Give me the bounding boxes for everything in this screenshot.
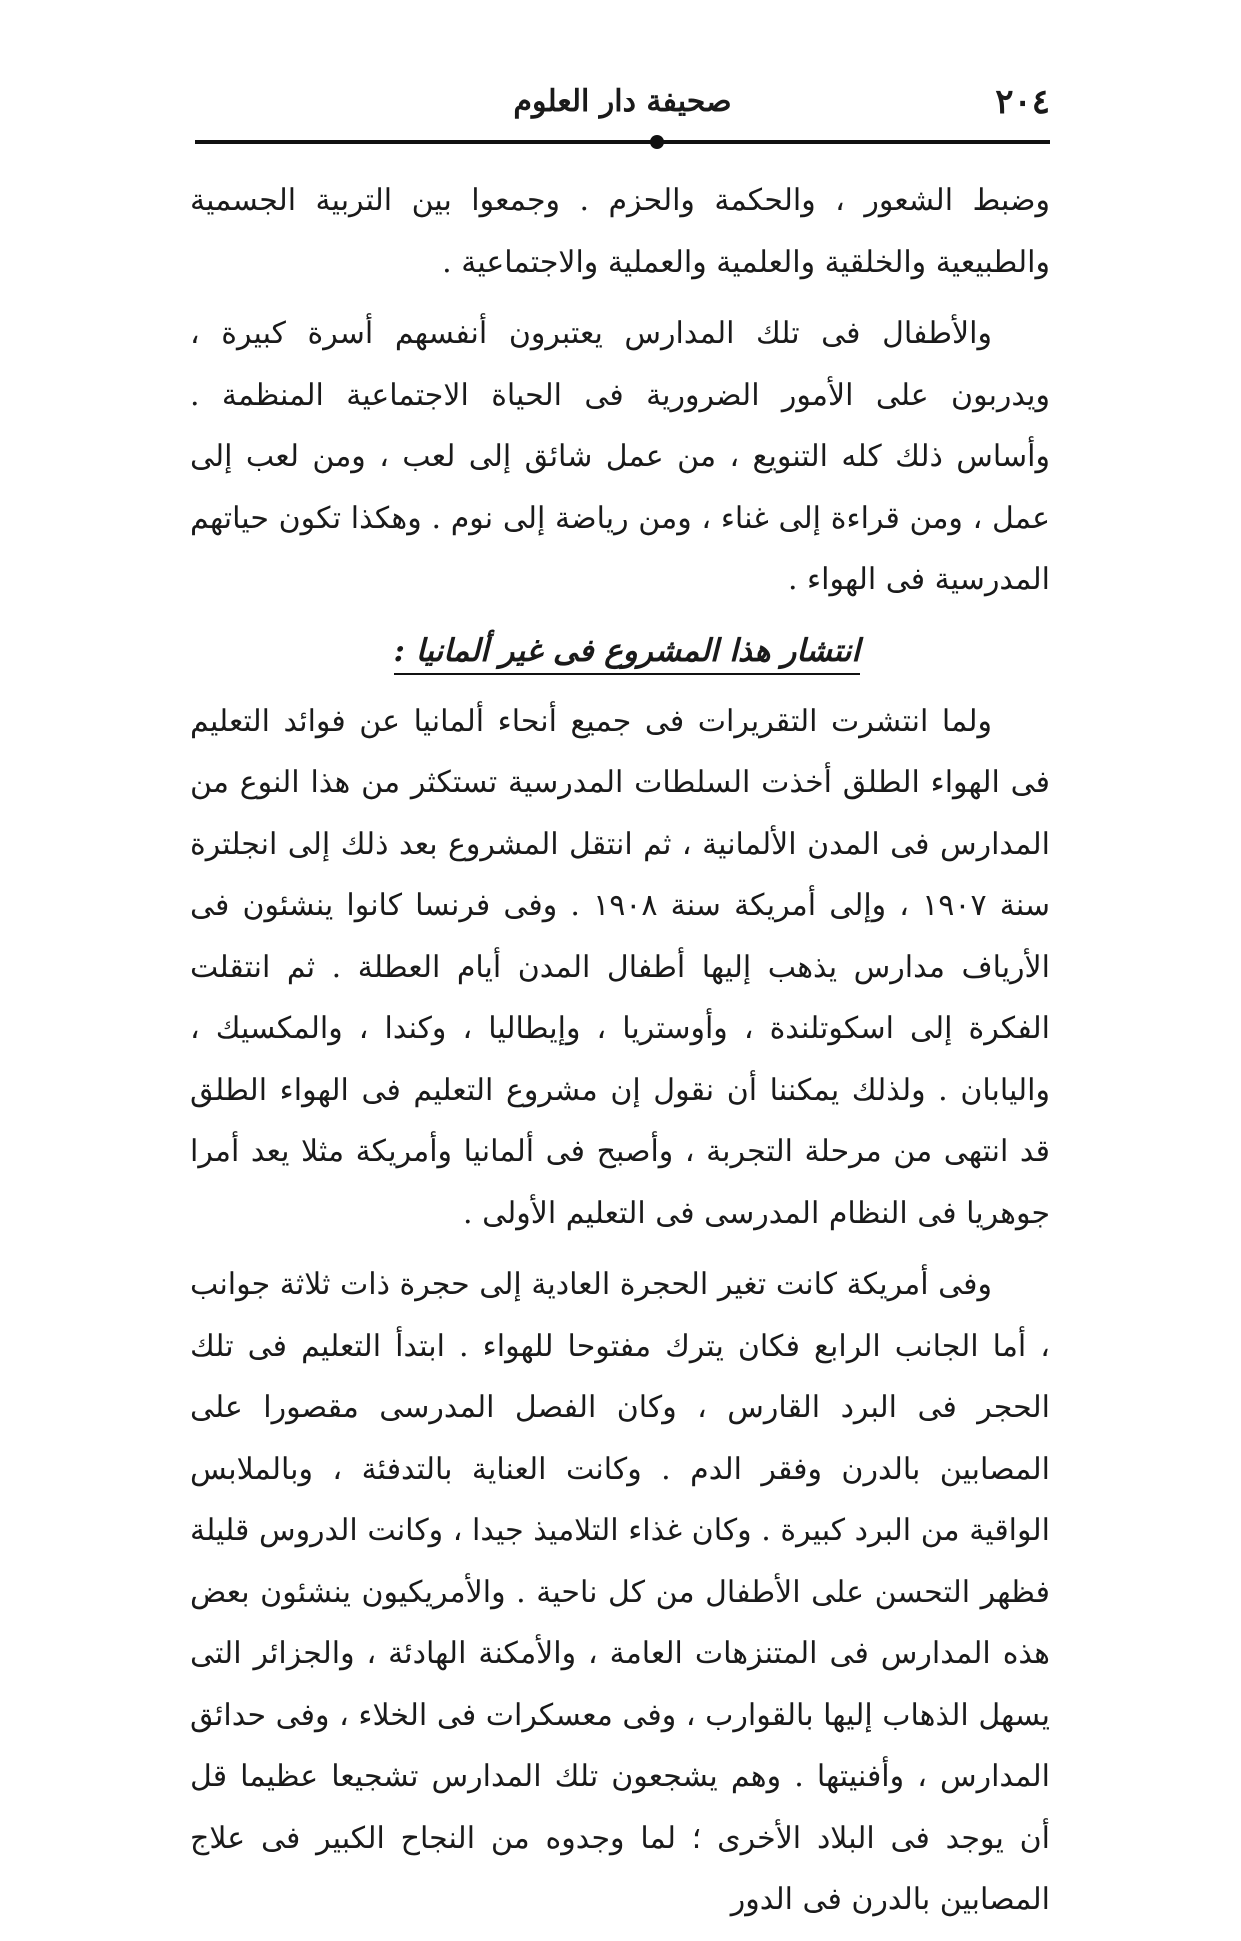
page-header xyxy=(195,82,1050,132)
paragraph-2: والأطفال فى تلك المدارس يعتبرون أنفسهم أسرة كبيرة ، ويدربون على الأمور الضرورية فى الحياة الاجتماعية المنظمة . وأساس ذلك كله التنويع ، من عمل شائق إلى لعب ، ومن لعب إلى عمل ، ومن قراءة إلى غناء ، ومن رياضة إلى نوم . وهكذا تكون حياتهم المدرسية فى الهواء . xyxy=(190,316,1050,597)
page-number: ٢٠٤ xyxy=(995,82,1050,122)
paragraph-1: وضبط الشعور ، والحكمة والحزم . وجمعوا بين التربية الجسمية والطبيعية والخلقية والعلمية والعملية والاجتماعية . xyxy=(190,183,1050,280)
section-heading-text: انتشار هذا المشروع فى غير ألمانيا : xyxy=(394,633,860,675)
running-title: صحيفة دار العلوم xyxy=(513,84,732,119)
paragraph-3: ولما انتشرت التقريرات فى جميع أنحاء ألمانيا عن فوائد التعليم فى الهواء الطلق أخذت السلطات المدرسية تستكثر من هذا النوع من المدارس فى المدن الألمانية ، ثم انتقل المشروع بعد ذلك إلى انجلترة سنة ١٩٠٧ ، وإلى أمريكة سنة ١٩٠٨ . وفى فرنسا كانوا ينشئون فى الأرياف مدارس يذهب إليها أطفال المدن أيام العطلة . ثم انتقلت الفكرة إلى اسكوتلندة ، وأوستريا ، وإيطاليا ، وكندا ، والمكسيك ، واليابان . ولذلك يمكننا أن نقول إن مشروع التعليم فى الهواء الطلق قد انتهى من مرحلة التجربة ، وأصبح فى ألمانيا وأمريكة مثلا يعد أمرا جوهريا فى النظام المدرسى فى التعليم الأولى . xyxy=(190,703,1051,1231)
paragraph-4: وفى أمريكة كانت تغير الحجرة العادية إلى حجرة ذات ثلاثة جوانب ، أما الجانب الرابع فكان يترك مفتوحا للهواء . ابتدأ التعليم فى تلك الحجر فى البرد القارس ، وكان الفصل المدرسى مقصورا على المصابين بالدرن وفقر الدم . وكانت العناية بالتدفئة ، وبالملابس الواقية من البرد كبيرة . وكان غذاء التلاميذ جيدا ، وكانت الدروس قليلة فظهر التحسن على الأطفال من كل ناحية . والأمريكيون ينشئون بعض هذه المدارس فى المتنزهات العامة ، والأمكنة الهادئة ، والجزائر التى يسهل الذهاب إليها بالقوارب ، وفى معسكرات فى الخلاء ، وفى حدائق المدارس ، وأفنيتها . وهم يشجعون تلك المدارس تشجيعا عظيما قل أن يوجد فى البلاد الأخرى ؛ لما وجدوه من النجاح الكبير فى علاج المصابين بالدرن فى الدور xyxy=(190,1267,1050,1917)
header-rule xyxy=(195,140,1050,144)
page-body xyxy=(190,170,1050,1941)
section-heading xyxy=(190,621,1050,681)
header-rule-ornament xyxy=(650,135,664,149)
